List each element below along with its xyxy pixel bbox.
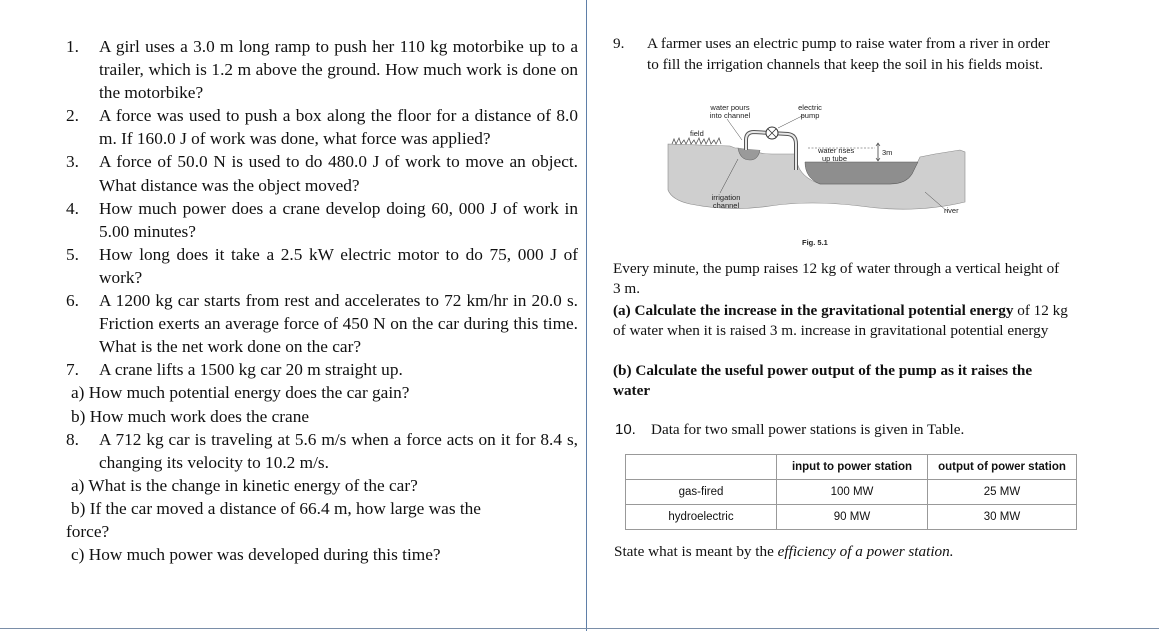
question-text: Data for two small power stations is given in Table. [651,421,965,438]
question-text: A farmer uses an electric pump to raise water from a river in order to fill the irrigation channels that keep the soil in his fields moist. [647,35,1050,73]
table-cell: 30 MW [928,505,1077,530]
question-number: 9. [613,35,625,52]
label-height: 3m [882,148,893,157]
label-river: river [944,206,959,215]
label-irrigation-2: channel [712,201,740,210]
power-station-table [625,454,1077,530]
question-8-part-c: c) How much power was developed during this time? [71,545,441,565]
question-number: 4. [66,198,79,218]
question-4 [66,197,578,243]
label-water-pours-2: into channel [709,111,751,120]
label-irrigation-1: irrigation [711,193,741,202]
question-7-part-b: b) How much work does the crane [71,406,310,426]
table-cell: 90 MW [777,505,928,530]
table-cell: gas-fired [626,480,777,505]
question-10 [615,421,964,439]
question-text: How long does it take a 2.5 kW electric motor to do 75, 000 J of work? [99,244,578,287]
question-text: A girl uses a 3.0 m long ramp to push her 110 kg motorbike up to a trailer, which is 1.2 m above the ground. How much work is done on the motorbike? [99,37,578,103]
question-text: A force of 50.0 N is used to do 480.0 J of work to move an object. What distance was the object moved? [99,152,578,195]
question-number: 2. [66,106,79,126]
q10-state-prompt [614,543,954,561]
q9-intro: Every minute, the pump raises 12 kg of water through a vertical height of 3 m. [613,260,1060,298]
label-field: field [690,129,704,138]
question-text: A crane lifts a 1500 kg car 20 m straight up. [99,360,403,380]
label-water-rises-1: water rises [818,146,855,155]
question-6 [66,289,578,358]
question-number: 5. [66,244,79,264]
question-number: 8. [66,429,79,449]
field-grass [672,138,721,144]
question-number: 7. [66,360,79,380]
table-cell: 25 MW [928,480,1077,505]
question-number: 6. [66,291,79,311]
bottom-rule [0,628,1159,629]
q9-part-a-bold: (a) Calculate the increase in the gravitational potential energy [613,302,1014,319]
question-5 [66,243,578,289]
question-number: 1. [66,37,79,56]
question-3 [66,150,578,196]
question-8-part-b [66,497,578,543]
question-text: A 1200 kg car starts from rest and accelerates to 72 km/hr in 20.0 s. Friction exerts an average force of 450 N on the car during this time. What is the net work done on the car? [99,291,578,357]
question-text: A 712 kg car is traveling at 5.6 m/s when a force acts on it for 8.4 s, changing its velocity to 10.2 m/s. [99,429,578,472]
table-cell: 100 MW [777,480,928,505]
label-electric-pump-1: electric [798,103,822,112]
table-header-cell: output of power station [928,455,1077,480]
question-2 [66,104,578,150]
q9-part-a-rest: of 12 kg of water when it is raised 3 m. increase in gravitational potential energy [613,302,1068,340]
question-number: 3. [66,152,79,172]
state-prefix: State what is meant by the [614,543,778,560]
question-text: A force was used to push a box along the floor for a distance of 8.0 m. If 160.0 J of work was done, what force was applied? [99,106,578,149]
table-header-cell: input to power station [777,455,928,480]
question-8-part-a: a) What is the change in kinetic energy of the car? [71,475,418,495]
table-header-cell [626,455,777,480]
pump-diagram [660,102,970,250]
question-text: How much power does a crane develop doing 60, 000 J of work in 5.00 minutes? [99,198,578,241]
question-9 [613,34,1065,75]
table-row [626,480,1077,505]
figure-caption: Fig. 5.1 [802,238,828,247]
left-column [66,35,578,566]
question-1 [66,35,578,104]
question-8 [66,428,578,474]
river-water [805,162,918,184]
q9-part-a [613,301,1068,342]
question-7-part-a: a) How much potential energy does the car gain? [71,383,410,403]
table-row [626,505,1077,530]
question-7 [66,358,578,381]
question-8-part-b-line1: b) If the car moved a distance of 66.4 m, how large was the [71,498,481,518]
label-water-pours-1: water pours [710,103,750,112]
q9-part-b: (b) Calculate the useful power output of the pump as it raises the water [613,362,1033,400]
label-electric-pump-2: pump [800,111,820,120]
table-cell: hydroelectric [626,505,777,530]
table-header-row [626,455,1077,480]
state-italic: efficiency of a power station. [777,543,954,560]
label-water-rises-2: up tube [822,154,848,163]
question-number: 10. [615,421,636,438]
right-column [613,34,1065,75]
column-divider [586,0,587,631]
question-8-part-b-line2: force? [66,521,110,541]
